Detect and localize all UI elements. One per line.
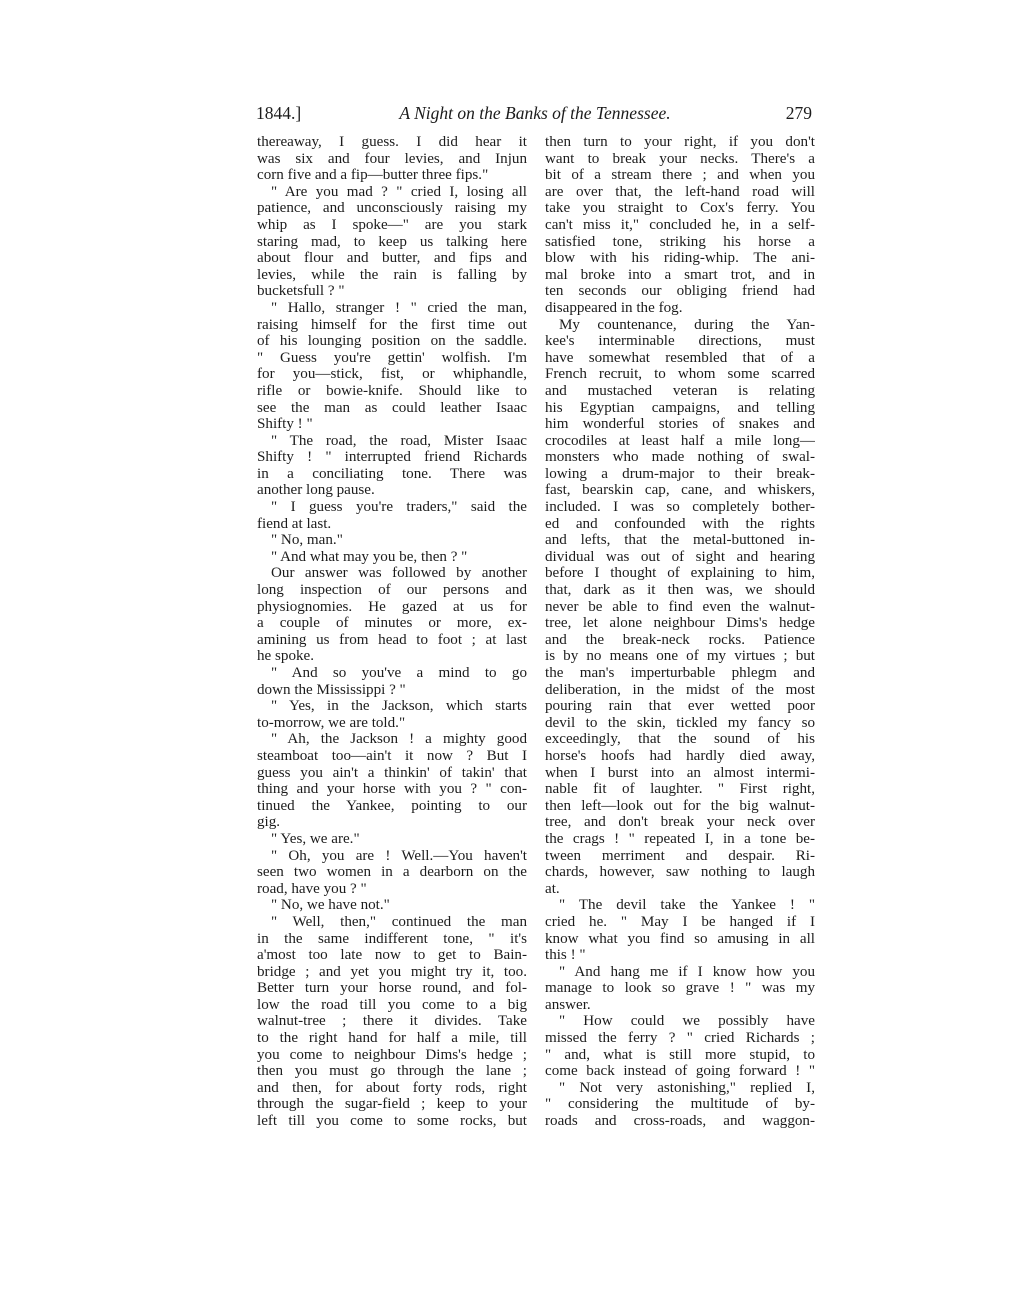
text-line: horse's hoofs had hardly died away, — [545, 747, 815, 764]
text-line: you come to neighbour Dims's hedge ; — [257, 1046, 527, 1063]
text-line: when I burst into an almost intermi- — [545, 764, 815, 781]
text-line: a'most too late now to get to Bain- — [257, 947, 527, 964]
text-line: thing and your horse with you ? " con- — [257, 781, 527, 798]
text-line: roads and cross-roads, and waggon- — [545, 1113, 815, 1130]
text-line: " Are you mad ? " cried I, losing all — [271, 183, 527, 200]
text-line: lowing a drum-major to their break- — [545, 465, 815, 482]
text-line: chards, however, saw nothing to laugh — [545, 864, 815, 881]
text-line: he spoke. — [257, 648, 315, 665]
text-line: " And hang me if I know how you — [559, 963, 815, 980]
text-line: to-morrow, we are told." — [257, 714, 406, 731]
text-line: this ! " — [545, 947, 586, 964]
text-line: cried he. " May I be hanged if I — [545, 913, 815, 930]
text-line: French recruit, to whom some scarred — [545, 366, 815, 383]
text-line: " And what may you be, then ? " — [271, 548, 468, 565]
text-line: tween merriment and despair. Ri- — [545, 847, 815, 864]
text-line: " Yes, we are." — [271, 830, 360, 847]
text-line: bit of a stream there ; and when you — [545, 167, 815, 184]
text-line: bridge ; and yet you might try it, too. — [257, 963, 527, 980]
text-line: manage to look so grave ! " was my — [545, 980, 815, 997]
text-line: " Oh, you are ! Well.—You haven't — [271, 847, 527, 864]
text-line: that, dark as it then was, we should — [545, 582, 815, 599]
text-column-left — [257, 134, 527, 1130]
text-line: " and, what is still more stupid, to — [545, 1046, 815, 1063]
text-line: road, have you ? " — [257, 880, 367, 897]
text-line: tree, let alone neighbour Dims's hedge — [545, 615, 815, 632]
text-line: him wonderful stories of snakes and — [545, 416, 815, 433]
text-line: amining us from head to foot ; at last — [257, 631, 527, 648]
text-line: Shifty ! " — [257, 416, 313, 433]
text-line: kee's interminable directions, must — [545, 333, 815, 350]
text-line: devil to the skin, tickled my fancy so — [545, 714, 815, 731]
text-line: ten seconds our obliging friend had — [545, 283, 815, 300]
text-line: corn five and a fip—butter three fips." — [257, 167, 489, 184]
text-line: staring mad, to keep us talking here — [257, 233, 527, 250]
text-line: Shifty ! " interrupted friend Richards — [257, 449, 527, 466]
text-line: pouring rain that ever wetted poor — [545, 698, 815, 715]
text-line: My countenance, during the Yan- — [559, 316, 815, 333]
text-line: are over that, the left-hand road will — [545, 183, 815, 200]
text-line: levies, while the rain is falling by — [257, 266, 527, 283]
text-line: long inspection of our persons and — [257, 582, 527, 599]
running-header — [256, 103, 814, 129]
text-line: dividual was out of sight and hearing — [545, 548, 815, 565]
text-line: at. — [545, 880, 560, 897]
text-line: patience, and unconsciously raising my — [257, 200, 527, 217]
header-title: A Night on the Banks of the Tennessee. — [399, 103, 671, 123]
text-line: steamboat too—ain't it now ? But I — [257, 747, 527, 764]
text-line: low the road till you come to a big — [257, 996, 527, 1013]
text-line: tinued the Yankee, pointing to our — [257, 797, 527, 814]
text-line: deliberation, in the midst of the most — [545, 681, 815, 698]
text-line: fast, bearskin cap, cane, and whiskers, — [545, 482, 815, 499]
text-line: bucketsfull ? " — [257, 283, 345, 300]
text-line: and then, for about forty rods, right — [257, 1079, 527, 1096]
text-line: Better turn your horse round, and fol- — [257, 980, 527, 997]
text-line: can't miss it," concluded he, in a self- — [545, 216, 815, 233]
text-line: rifle or bowie-knife. Should like to — [257, 382, 527, 399]
text-line: then left—look out for the big walnut- — [545, 797, 815, 814]
text-line: for you—stick, fist, or whiphandle, — [257, 366, 527, 383]
text-line: in the same indifferent tone, " it's — [257, 930, 527, 947]
text-line: and lefts, that the metal-buttoned in- — [545, 532, 815, 549]
text-line: " And so you've a mind to go — [271, 665, 527, 681]
text-line: answer. — [545, 996, 591, 1013]
text-line: then you must go through the lane ; — [257, 1063, 527, 1080]
text-line: " Guess you're gettin' wolfish. I'm — [257, 349, 527, 366]
text-line: never be able to find even the walnut- — [545, 598, 815, 615]
text-line: " How could we possibly have — [559, 1013, 815, 1030]
text-line: left till you come to some rocks, but — [257, 1113, 527, 1130]
text-line: " Not very astonishing," replied I, — [559, 1079, 815, 1096]
text-line: blow with his riding-whip. The ani- — [545, 250, 815, 267]
text-line: tree, and don't break your neck over — [545, 814, 815, 831]
text-line: another long pause. — [257, 482, 375, 499]
text-line: " No, we have not." — [271, 897, 390, 914]
text-line: satisfied tone, striking his horse a — [545, 233, 815, 250]
text-line: know what you find so amusing in all — [545, 930, 815, 947]
header-year: 1844.] — [256, 103, 302, 123]
text-line: take you straight to Cox's ferry. You — [545, 200, 815, 217]
text-line: seen two women in a dearborn on the — [257, 864, 527, 881]
text-line: disappeared in the fog. — [545, 299, 683, 316]
text-line: a couple of minutes or more, ex- — [257, 615, 527, 632]
text-line: his Egyptian campaigns, and telling — [545, 399, 815, 416]
text-line: " The devil take the Yankee ! " — [559, 897, 815, 914]
text-line: " The road, the road, Mister Isaac — [271, 432, 527, 449]
text-line: whip as I spoke—" are you stark — [257, 216, 527, 233]
text-line: " Ah, the Jackson ! a mighty good — [271, 731, 527, 748]
text-line: before I thought of explaining to him, — [545, 565, 815, 582]
text-line: " Hallo, stranger ! " cried the man, — [271, 299, 527, 316]
text-line: have somewhat resembled that of a — [545, 349, 815, 366]
text-line: exceedingly, that the sound of his — [545, 731, 815, 748]
text-line: come back instead of going forward ! " — [545, 1063, 815, 1080]
text-line: down the Mississippi ? " — [257, 681, 406, 698]
text-line: to the right hand for half a mile, till — [257, 1030, 527, 1047]
text-line: Our answer was followed by another — [271, 565, 527, 582]
text-line: mal broke into a smart trot, and in — [545, 266, 815, 283]
text-line: and mustached veteran is relating — [545, 382, 815, 399]
text-column-right — [545, 134, 815, 1130]
text-line: in a conciliating tone. There was — [257, 465, 527, 482]
text-line: thereaway, I guess. I did hear it — [257, 134, 527, 150]
text-line: gig. — [257, 814, 281, 831]
page-number: 279 — [785, 103, 812, 123]
text-line: crocodiles at least half a mile long— — [545, 432, 815, 449]
text-line: ed and confounded with the rights — [545, 515, 815, 532]
text-line: " No, man." — [271, 532, 343, 549]
text-line: was six and four levies, and Injun — [257, 150, 527, 167]
text-line: guess you ain't a thinkin' of takin' that — [257, 764, 527, 781]
text-line: the crags ! " repeated I, in a tone be- — [545, 830, 815, 847]
text-line: physiognomies. He gazed at us for — [257, 598, 527, 615]
text-line: of his lounging position on the saddle. — [257, 333, 527, 350]
text-line: is by no means one of my virtues ; but — [545, 648, 815, 665]
text-line: the man's imperturbable phlegm and — [545, 665, 815, 681]
text-line: want to break your necks. There's a — [545, 150, 815, 167]
text-line: fiend at last. — [257, 515, 332, 532]
text-line: missed the ferry ? " cried Richards ; — [545, 1030, 815, 1047]
text-line: through the sugar-field ; keep to your — [257, 1096, 527, 1113]
text-line: " Well, then," continued the man — [271, 913, 527, 930]
text-line: nable fit of laughter. " First right, — [545, 781, 815, 798]
text-line: and the break-neck rocks. Patience — [545, 631, 815, 648]
text-line: see the man as could leather Isaac — [257, 399, 527, 416]
text-line: raising himself for the first time out — [257, 316, 527, 333]
text-line: included. I was so completely bother- — [545, 499, 815, 516]
text-line: monsters who made nothing of swal- — [545, 449, 815, 466]
text-line: " Yes, in the Jackson, which starts — [271, 698, 527, 715]
text-line: about flour and butter, and fips and — [257, 250, 527, 267]
text-line: then turn to your right, if you don't — [545, 134, 815, 150]
text-line: " considering the multitude of by- — [545, 1096, 815, 1113]
text-line: " I guess you're traders," said the — [271, 499, 527, 516]
text-line: walnut-tree ; there it divides. Take — [257, 1013, 527, 1030]
